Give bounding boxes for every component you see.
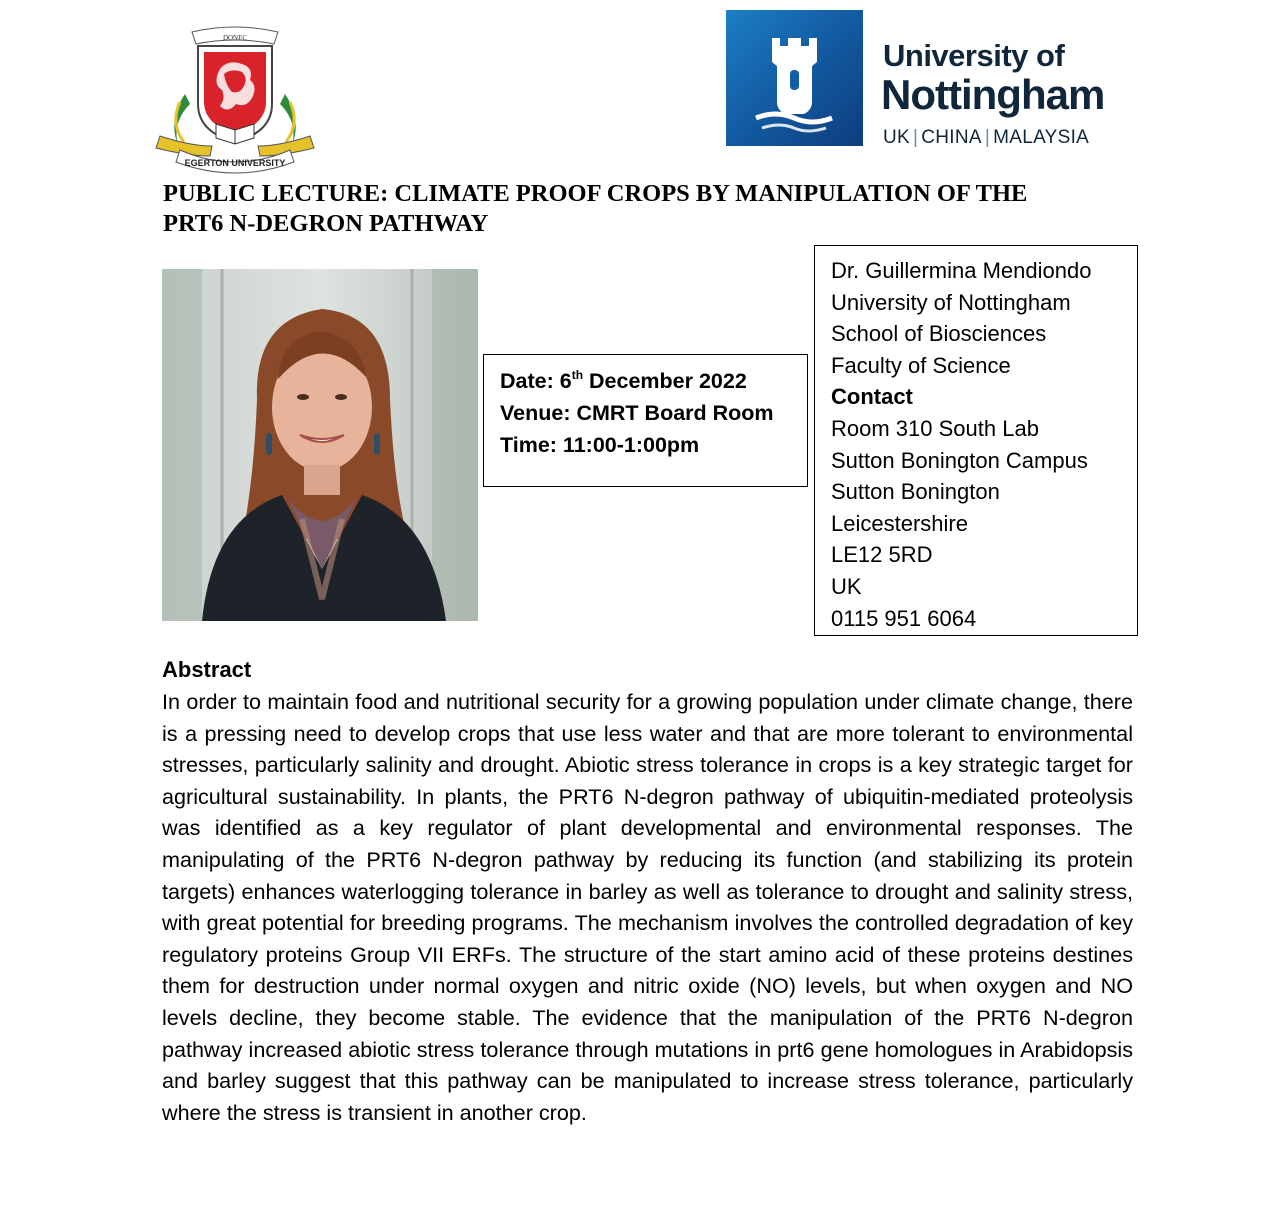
address-line: Leicestershire: [831, 510, 968, 536]
address-line: Sutton Bonington: [831, 479, 1000, 505]
abstract-text: In order to maintain food and nutritional security for a growing population under climate change, there is a pressing need to develop crops that use less water and that are more tolerant to environmental stresses, particularly salinity and drought. Abiotic stress tolerance in crops is a key strategic target for agricultural sustainability. In plants, the PRT6 N-degron pathway of ubiquitin-mediated proteolysis was identified as a key regulator of plant developmental and environmental responses. The manipulating of the PRT6 N-degron pathway by reducing its function (and stabilizing its protein targets) enhances waterlogging tolerance in barley as well as tolerance to drought and salinity stress, with great potential for breeding programs. The mechanism involves the controlled degradation of key regulatory proteins Group VII ERFs. The structure of the start amino acid of these proteins destines them for destruction under normal oxygen and nitric oxide (NO) levels, but when oxygen and NO levels decline, they become stable. The evidence that the manipulation of the PRT6 N-degron pathway increased abiotic stress tolerance through mutations in prt6 gene homologues in Arabidopsis and barley suggest that this pathway can be manipulated to increase stress tolerance, particularly where the stress is transient in another crop.: [162, 689, 1133, 1125]
event-date: Date: 6th December 2022: [500, 368, 747, 393]
lecture-title: [163, 179, 1123, 239]
abstract-heading: Abstract: [162, 657, 252, 682]
campus-malaysia: MALAYSIA: [993, 127, 1090, 148]
svg-text:DONEC: DONEC: [222, 34, 248, 42]
address-line: Sutton Bonington Campus: [831, 447, 1088, 473]
nottingham-name-line1: University of: [883, 38, 1065, 73]
address-line: Room 310 South Lab: [831, 415, 1039, 441]
campus-china: CHINA: [921, 127, 982, 148]
title-line-2: PRT6 N-DEGRON PATHWAY: [163, 210, 489, 237]
campus-uk: UK: [883, 127, 910, 148]
speaker-details-box: [814, 245, 1138, 636]
address-line: UK: [831, 573, 862, 599]
speaker-school: School of Biosciences: [831, 321, 1047, 347]
nottingham-campuses: UK | CHINA | MALAYSIA: [883, 127, 1090, 148]
title-line-1: PUBLIC LECTURE: CLIMATE PROOF CROPS BY MANIPULATION OF THE: [163, 180, 1028, 207]
speaker-photo: [162, 269, 478, 621]
egerton-university-logo: [150, 24, 320, 174]
event-details-box: [483, 354, 808, 487]
speaker-university: University of Nottingham: [831, 289, 1071, 315]
address-line: LE12 5RD: [831, 542, 933, 568]
contact-heading: Contact: [831, 384, 913, 410]
event-venue: Venue: CMRT Board Room: [500, 401, 774, 425]
svg-text:EGERTON UNIVERSITY: EGERTON UNIVERSITY: [184, 158, 286, 168]
speaker-name: Dr. Guillermina Mendiondo: [831, 258, 1092, 283]
speaker-faculty: Faculty of Science: [831, 352, 1011, 378]
event-time: Time: 11:00-1:00pm: [500, 433, 700, 457]
nottingham-castle-icon: [726, 10, 863, 146]
speaker-phone: 0115 951 6064: [831, 605, 977, 631]
nottingham-name-line2: Nottingham: [881, 71, 1105, 118]
